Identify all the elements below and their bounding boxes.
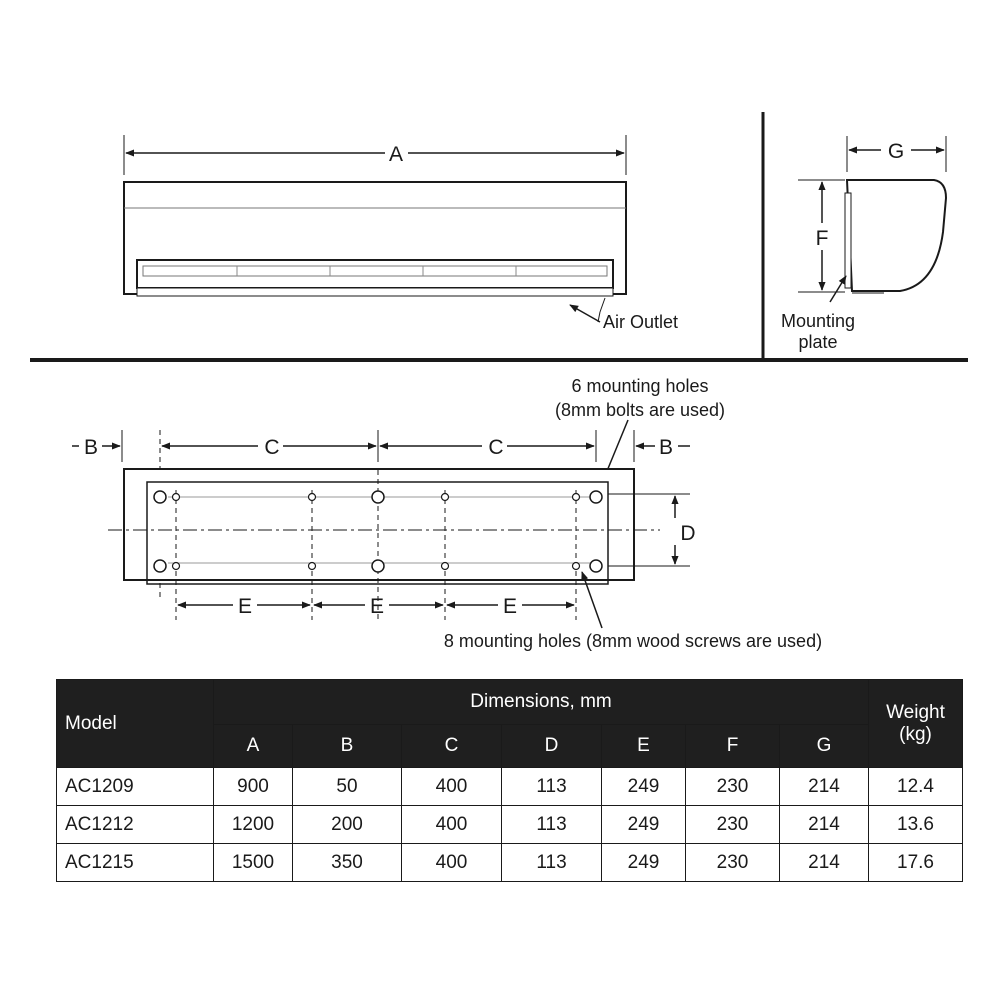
dim-e-cell: 249 (602, 806, 686, 844)
column-header-e: E (602, 725, 686, 768)
dim-g-cell: 214 (780, 844, 869, 882)
side-view (781, 136, 946, 352)
column-header-c: C (402, 725, 502, 768)
dim-e-label-2: E (369, 595, 385, 618)
dim-f-cell: 230 (686, 768, 780, 806)
dim-b-cell: 200 (293, 806, 402, 844)
air-outlet-label: Air Outlet (603, 312, 679, 332)
screw-hole (173, 494, 180, 501)
weight-cell: 13.6 (869, 806, 963, 844)
model-cell: AC1209 (57, 768, 214, 806)
front-view (124, 135, 678, 332)
dim-d-cell: 113 (502, 768, 602, 806)
dim-e-cell: 249 (602, 844, 686, 882)
dim-c-cell: 400 (402, 806, 502, 844)
dim-b-cell: 50 (293, 768, 402, 806)
column-header-b: B (293, 725, 402, 768)
bolt-hole (590, 491, 602, 503)
dim-d-cell: 113 (502, 806, 602, 844)
screw-holes-label: 8 mounting holes (8mm wood screws are used) (443, 631, 823, 651)
air-outlet-leader (570, 305, 600, 322)
dim-g-cell: 214 (780, 806, 869, 844)
mounting-plate-label-line2: plate (798, 332, 838, 352)
dim-c-right-label: C (488, 436, 504, 459)
screw-hole (442, 563, 449, 570)
dim-a-label: A (388, 143, 404, 166)
model-cell: AC1212 (57, 806, 214, 844)
dimensions-table (56, 679, 963, 882)
bolt-hole (372, 491, 384, 503)
dim-d-label: D (680, 522, 696, 545)
weight-cell: 12.4 (869, 768, 963, 806)
dim-f-cell: 230 (686, 844, 780, 882)
table-row (57, 806, 963, 844)
screw-hole (573, 494, 580, 501)
dim-e-cell: 249 (602, 768, 686, 806)
model-cell: AC1215 (57, 844, 214, 882)
dim-c-cell: 400 (402, 768, 502, 806)
column-header-d: D (502, 725, 602, 768)
mounting-plate-leader (830, 276, 846, 302)
column-header-a: A (214, 725, 293, 768)
dim-c-cell: 400 (402, 844, 502, 882)
dim-f-cell: 230 (686, 806, 780, 844)
weight-cell: 17.6 (869, 844, 963, 882)
screw-hole (573, 563, 580, 570)
dim-a-cell: 900 (214, 768, 293, 806)
column-header-f: F (686, 725, 780, 768)
dim-c-left-label: C (264, 436, 280, 459)
bolt-holes-label-line1: 6 mounting holes (571, 376, 709, 396)
bolt-hole (154, 560, 166, 572)
mounting-plate-label-line1: Mounting (780, 311, 856, 331)
dim-d-cell: 113 (502, 844, 602, 882)
table-row (57, 768, 963, 806)
screw-hole (309, 494, 316, 501)
screw-hole (442, 494, 449, 501)
dim-b-left-label: B (83, 436, 99, 459)
table-row (57, 844, 963, 882)
dim-e-label-3: E (502, 595, 518, 618)
indoor-unit-side-profile (847, 180, 946, 291)
bolt-holes-label-line2: (8mm bolts are used) (554, 400, 726, 420)
weight-header (869, 680, 963, 768)
dim-b-right-label: B (658, 436, 674, 459)
mounting-plate-shape (845, 193, 851, 288)
weight-header-line1: Weight (886, 701, 945, 723)
dim-g-cell: 214 (780, 768, 869, 806)
dimensions-header: Dimensions, mm (214, 680, 869, 725)
dim-e-label-1: E (237, 595, 253, 618)
screw-hole (309, 563, 316, 570)
dim-b-cell: 350 (293, 844, 402, 882)
dim-a-cell: 1500 (214, 844, 293, 882)
column-header-g: G (780, 725, 869, 768)
dim-a-cell: 1200 (214, 806, 293, 844)
weight-header-line2: (kg) (899, 723, 932, 745)
dim-g-label: G (887, 140, 905, 163)
dim-f-label: F (815, 227, 829, 250)
mounting-plate-view (72, 376, 822, 651)
model-header: Model (57, 680, 214, 768)
bolt-hole (154, 491, 166, 503)
screw-hole (173, 563, 180, 570)
bolt-hole (372, 560, 384, 572)
bolt-hole (590, 560, 602, 572)
